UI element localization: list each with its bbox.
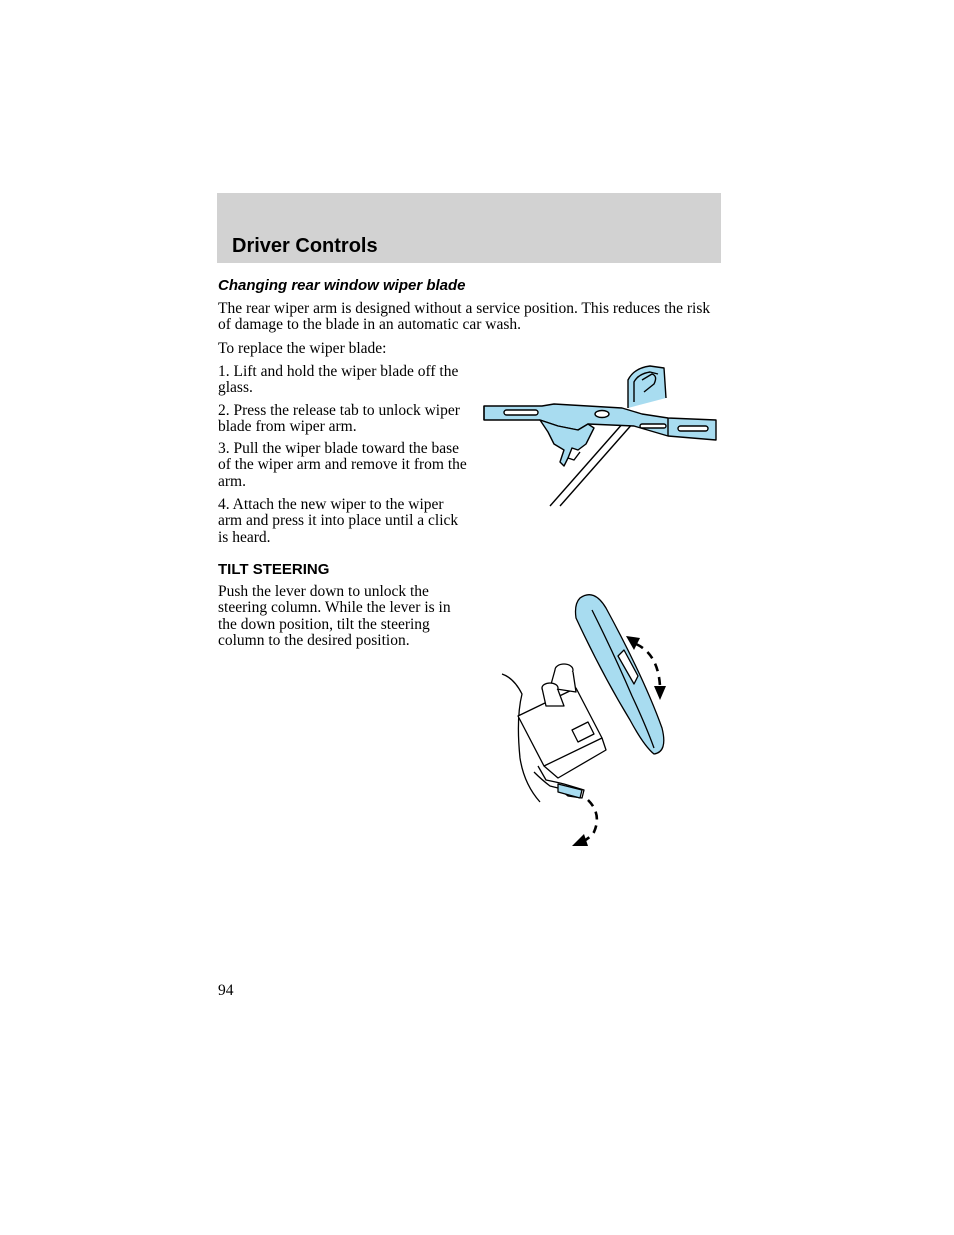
section-title: Driver Controls [232, 235, 378, 257]
wiper-step-2: 2. Press the release tab to unlock wiper blade from wiper arm. [218, 402, 460, 436]
replace-intro-paragraph: To replace the wiper blade: [218, 340, 387, 357]
wiper-step-3: 3. Pull the wiper blade toward the base of the wiper arm and remove it from the arm. [218, 440, 467, 490]
wiper-blade-illustration [482, 362, 718, 510]
wiper-intro-paragraph: The rear wiper arm is designed without a service position. This reduces the risk of damage to the blade in an automatic car wash. [218, 300, 711, 334]
tilt-steering-heading: TILT STEERING [218, 561, 330, 578]
wiper-section-heading: Changing rear window wiper blade [218, 277, 466, 294]
page-number: 94 [218, 982, 234, 999]
wiper-step-4: 4. Attach the new wiper to the wiper arm and press it into place until a click is heard. [218, 496, 459, 546]
tilt-steering-illustration [498, 588, 670, 850]
tilt-steering-paragraph: Push the lever down to unlock the steering column. While the lever is in the down position, tilt the steering column to the desired position. [218, 583, 451, 650]
wiper-step-1: 1. Lift and hold the wiper blade off the glass. [218, 363, 459, 397]
